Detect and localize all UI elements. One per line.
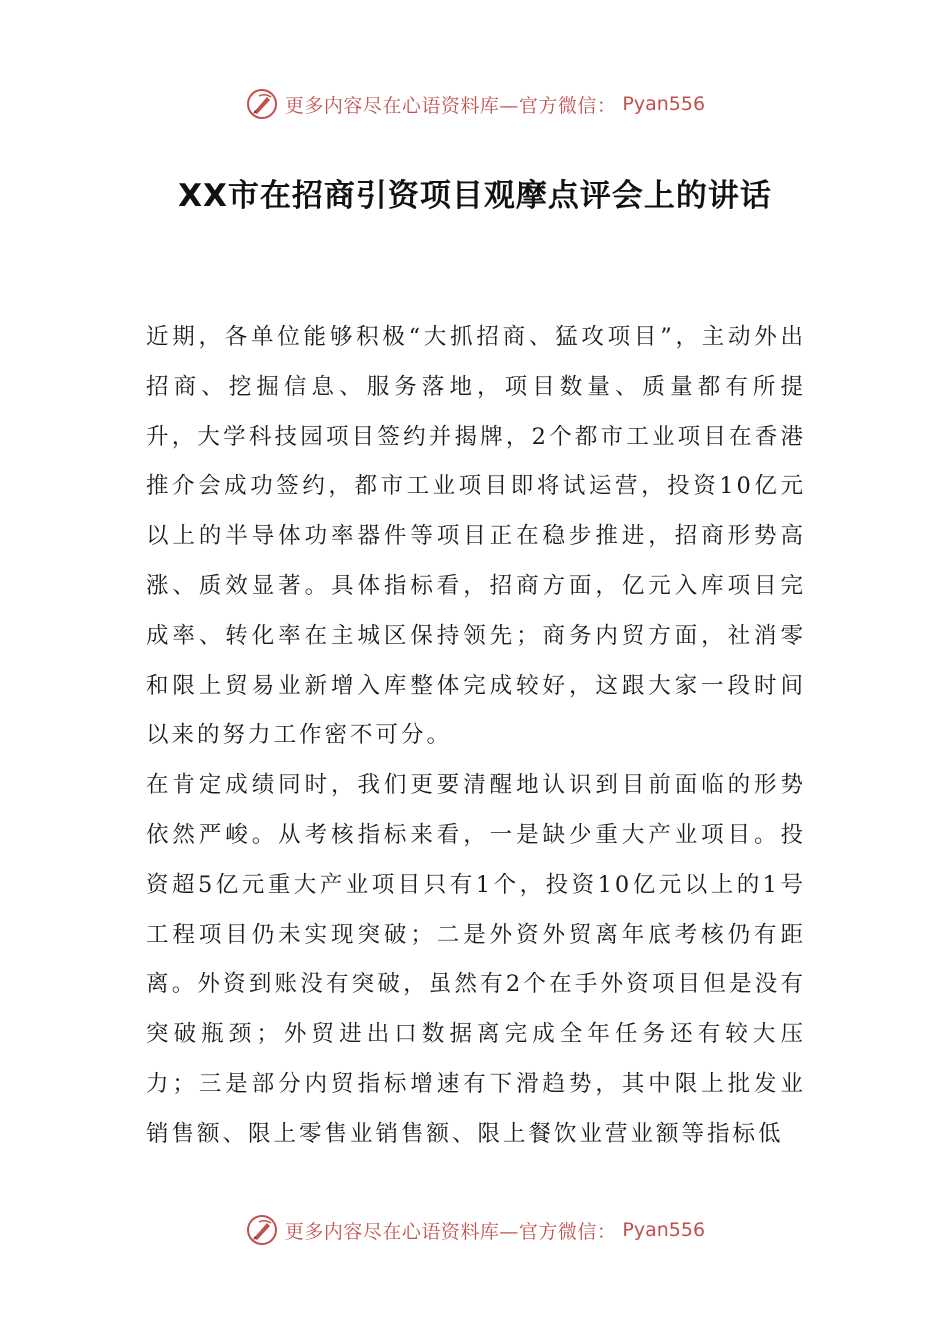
watermark-text: 更多内容尽在心语资料库—官方微信： [284, 1220, 617, 1243]
header-watermark [0, 82, 950, 126]
document-title: XX市在招商引资项目观摩点评会上的讲话 [178, 178, 772, 214]
footer-watermark [0, 1208, 950, 1252]
watermark-text: 更多内容尽在心语资料库—官方微信： [284, 94, 617, 117]
body-paragraph: 近期，各单位能够积极“大抓招商、猛攻项目”，主动外出招商、挖掘信息、服务落地，项目数量、质量都有所提升，大学科技园项目签约并揭牌，2个都市工业项目在香港推介会成功签约，都市工业项目即将试运营，投资10亿元以上的半导体功率器件等项目正在稳步推进，招商形势高涨、质效显著。具体指标看，招商方面，亿元入库项目完成率、转化率在主城区保持领先；商务内贸方面，社消零和限上贸易业新增入库整体完成较好，这跟大家一段时间以来的努力工作密不可分。 [146, 324, 806, 749]
body-paragraph: 在肯定成绩同时，我们更要清醒地认识到目前面临的形势依然严峻。从考核指标来看，一是缺少重大产业项目。投资超5亿元重大产业项目只有1个，投资10亿元以上的1号工程项目仍未实现突破；二是外资外贸离年底考核仍有距离。外资到账没有突破，虽然有2个在手外资项目但是没有突破瓶颈；外贸进出口数据离完成全年任务还有较大压力；三是部分内贸指标增速有下滑趋势，其中限上批发业销售额、限上零售业销售额、限上餐饮业营业额等指标低 [146, 772, 806, 1147]
watermark-wechat-id: Pyan556 [622, 1219, 706, 1241]
document-body [146, 313, 806, 1160]
pen-logo-icon [245, 87, 279, 121]
pen-logo-icon [245, 1213, 279, 1247]
watermark-wechat-id: Pyan556 [622, 93, 706, 115]
